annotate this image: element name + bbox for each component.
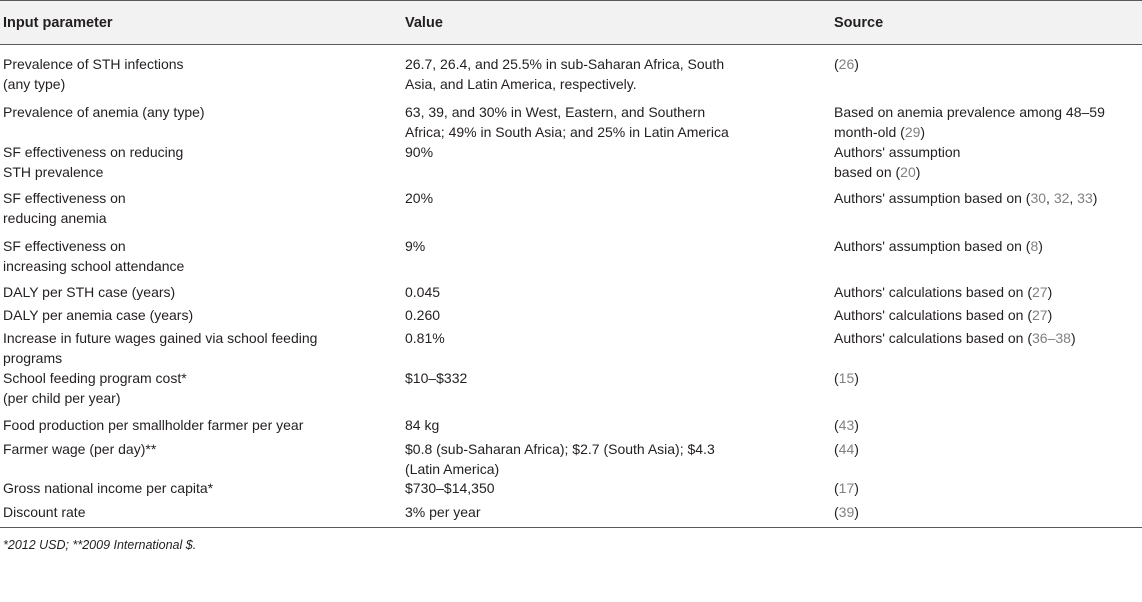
cell-line: 84 kg: [405, 417, 440, 433]
table-row: [0, 412, 1142, 436]
cell-source: [834, 305, 1134, 325]
cell-line: [834, 236, 1134, 256]
cell-line: [834, 162, 1134, 182]
cell-line: increasing school attendance: [3, 258, 185, 274]
cell-line: Farmer wage (per day)**: [3, 441, 157, 457]
cell-line: Prevalence of anemia (any type): [3, 104, 205, 120]
reference-link[interactable]: 44: [838, 441, 855, 457]
cell-source: [834, 282, 1134, 302]
source-text: ,: [1069, 190, 1078, 206]
table-bottom-rule: [0, 527, 1142, 528]
cell-line: [834, 415, 1134, 435]
cell-source: [834, 142, 1134, 182]
reference-link[interactable]: 30: [1030, 190, 1047, 206]
cell-line: [834, 502, 1134, 522]
cell-input-parameter: [3, 54, 403, 94]
cell-value: [405, 502, 805, 522]
cell-line: reducing anemia: [3, 210, 107, 226]
cell-line: 63, 39, and 30% in West, Eastern, and Southern: [405, 104, 706, 120]
cell-value: [405, 54, 805, 94]
cell-value: [405, 305, 805, 325]
table-body: [0, 45, 1142, 522]
source-text: Authors' assumption: [834, 144, 961, 160]
table-row: [0, 325, 1142, 365]
cell-line: 26.7, 26.4, and 25.5% in sub-Saharan Africa, South: [405, 56, 725, 72]
cell-line: [834, 439, 1134, 459]
cell-source: [834, 415, 1134, 435]
cell-source: [834, 439, 1134, 459]
reference-link[interactable]: 43: [838, 417, 855, 433]
source-text: ): [915, 164, 921, 180]
cell-line: 20%: [405, 190, 434, 206]
cell-source: [834, 328, 1134, 348]
source-text: Authors' assumption based on (: [834, 190, 1031, 206]
source-text: ): [1092, 190, 1098, 206]
source-text: ): [854, 370, 859, 386]
cell-line: Increase in future wages gained via school feeding: [3, 330, 318, 346]
cell-line: 9%: [405, 238, 426, 254]
cell-line: 0.81%: [405, 330, 445, 346]
source-text: (: [834, 480, 839, 496]
cell-line: 90%: [405, 144, 434, 160]
source-text: ): [854, 504, 859, 520]
cell-line: (Latin America): [405, 461, 500, 477]
reference-link[interactable]: 26: [838, 56, 855, 72]
source-text: Authors' assumption based on (: [834, 238, 1031, 254]
reference-link[interactable]: 27: [1032, 307, 1048, 323]
cell-line: $0.8 (sub-Saharan Africa); $2.7 (South Asia); $4.3: [405, 441, 715, 457]
reference-link[interactable]: 39: [838, 504, 855, 520]
source-text: Authors' calculations based on (: [834, 284, 1033, 300]
cell-line: Gross national income per capita*: [3, 480, 214, 496]
cell-line: [834, 142, 1134, 162]
cell-line: [834, 305, 1134, 325]
cell-value: [405, 415, 805, 435]
cell-value: [405, 478, 805, 498]
reference-link[interactable]: 20: [900, 164, 916, 180]
reference-link[interactable]: 33: [1077, 190, 1093, 206]
table-row: [0, 499, 1142, 522]
source-text: ,: [1046, 190, 1054, 206]
cell-value: [405, 328, 805, 348]
source-text: Authors' calculations based on (: [834, 307, 1033, 323]
table-header: [0, 0, 1142, 45]
cell-input-parameter: [3, 415, 403, 435]
source-text: ): [854, 417, 859, 433]
cell-value: [405, 368, 805, 388]
cell-input-parameter: [3, 102, 403, 122]
source-text: ): [1038, 238, 1043, 254]
cell-line: Discount rate: [3, 504, 86, 520]
source-text: Authors' calculations based on (: [834, 330, 1033, 346]
cell-source: [834, 368, 1134, 388]
source-text: ): [1047, 284, 1053, 300]
table-footnote: *2012 USD; **2009 International $.: [3, 538, 197, 552]
cell-source: [834, 236, 1134, 256]
source-text: ): [854, 441, 859, 457]
reference-link[interactable]: 36–38: [1032, 330, 1071, 346]
cell-line: $730–$14,350: [405, 480, 495, 496]
cell-line: [834, 188, 1134, 208]
cell-source: [834, 478, 1134, 498]
table-row: [0, 185, 1142, 233]
cell-input-parameter: [3, 502, 403, 522]
table-row: [0, 436, 1142, 475]
cell-input-parameter: [3, 142, 403, 182]
header-value: Value: [405, 15, 443, 31]
reference-link[interactable]: 17: [838, 480, 855, 496]
cell-input-parameter: [3, 236, 403, 276]
cell-line: Africa; 49% in South Asia; and 25% in Latin America: [405, 124, 729, 140]
cell-line: Prevalence of STH infections: [3, 56, 184, 72]
source-text: (: [834, 441, 839, 457]
cell-line: DALY per STH case (years): [3, 284, 176, 300]
cell-line: [834, 478, 1134, 498]
cell-source: [834, 54, 1134, 74]
cell-line: (per child per year): [3, 390, 121, 406]
cell-line: [834, 102, 1134, 122]
table-row: [0, 51, 1142, 99]
table-row: [0, 279, 1142, 302]
source-text: (: [834, 370, 839, 386]
source-text: ): [854, 56, 859, 72]
cell-value: [405, 102, 805, 142]
cell-value: [405, 282, 805, 302]
source-text: based on (: [834, 164, 901, 180]
cell-value: [405, 142, 805, 162]
cell-line: STH prevalence: [3, 164, 104, 180]
cell-line: SF effectiveness on: [3, 238, 126, 254]
reference-link[interactable]: 8: [1030, 238, 1039, 254]
cell-input-parameter: [3, 305, 403, 325]
cell-line: Food production per smallholder farmer per year: [3, 417, 304, 433]
source-text: ): [854, 480, 859, 496]
table-row: [0, 99, 1142, 139]
cell-line: 0.045: [405, 284, 441, 300]
source-text: (: [834, 417, 839, 433]
source-text: ): [1070, 330, 1076, 346]
cell-input-parameter: [3, 368, 403, 408]
cell-line: $10–$332: [405, 370, 468, 386]
cell-line: [834, 54, 1134, 74]
source-text: (: [834, 504, 839, 520]
cell-value: [405, 188, 805, 208]
source-text: (: [834, 56, 839, 72]
cell-line: School feeding program cost*: [3, 370, 187, 386]
reference-link[interactable]: 29: [904, 124, 921, 140]
header-input-parameter: Input parameter: [3, 15, 113, 31]
table-row: [0, 365, 1142, 412]
reference-link[interactable]: 27: [1032, 284, 1048, 300]
source-text: month-old (: [834, 124, 905, 140]
table-row: [0, 233, 1142, 279]
cell-line: 3% per year: [405, 504, 481, 520]
source-text: ): [920, 124, 926, 140]
header-source: Source: [834, 15, 884, 31]
table-row: [0, 475, 1142, 499]
table-row: [0, 302, 1142, 325]
cell-value: [405, 236, 805, 256]
cell-line: 0.260: [405, 307, 441, 323]
cell-source: [834, 102, 1134, 142]
source-text: Based on anemia prevalence among 48–59: [834, 104, 1105, 120]
reference-link[interactable]: 15: [838, 370, 855, 386]
cell-line: DALY per anemia case (years): [3, 307, 194, 323]
cell-line: [834, 328, 1134, 348]
cell-line: programs: [3, 350, 63, 366]
source-text: ): [1047, 307, 1053, 323]
cell-source: [834, 188, 1134, 208]
table-row: [0, 139, 1142, 185]
cell-line: SF effectiveness on: [3, 190, 126, 206]
cell-input-parameter: [3, 188, 403, 228]
cell-line: Asia, and Latin America, respectively.: [405, 76, 637, 92]
cell-input-parameter: [3, 282, 403, 302]
cell-input-parameter: [3, 439, 403, 459]
cell-line: (any type): [3, 76, 66, 92]
cell-line: [834, 282, 1134, 302]
cell-value: [405, 439, 805, 479]
reference-link[interactable]: 32: [1053, 190, 1070, 206]
cell-input-parameter: [3, 478, 403, 498]
cell-source: [834, 502, 1134, 522]
cell-line: SF effectiveness on reducing: [3, 144, 184, 160]
cell-line: [834, 368, 1134, 388]
cell-input-parameter: [3, 328, 403, 368]
